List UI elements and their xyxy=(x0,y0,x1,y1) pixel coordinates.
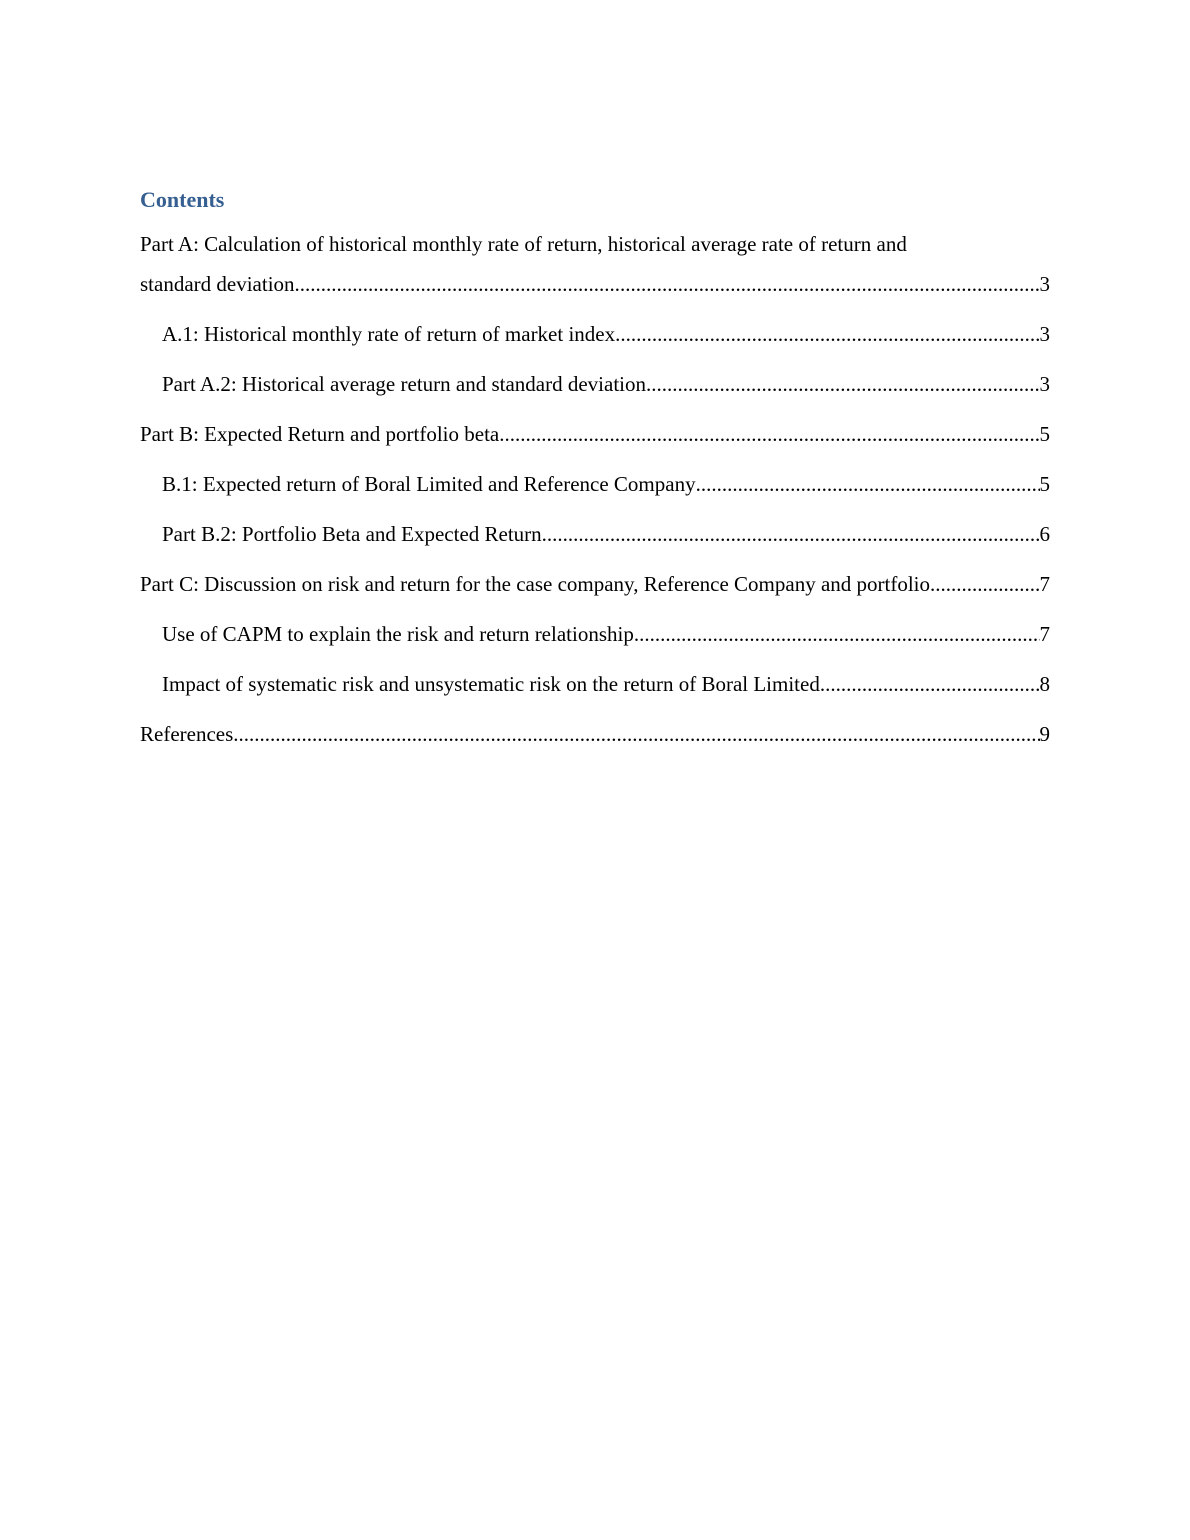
toc-page-number: 7 xyxy=(1039,622,1050,646)
toc-entry-b1[interactable] xyxy=(140,464,1050,504)
toc-entry-text: Part B.2: Portfolio Beta and Expected Return xyxy=(162,522,542,546)
toc-dot-leader xyxy=(233,714,1039,754)
toc-dot-leader xyxy=(646,364,1039,404)
toc-entry-text: A.1: Historical monthly rate of return of market index xyxy=(162,322,616,346)
toc-dot-leader xyxy=(542,514,1040,554)
toc-entry-text: Part B: Expected Return and portfolio beta xyxy=(140,422,500,446)
toc-dot-leader xyxy=(499,414,1039,454)
toc-entry-text: Part C: Discussion on risk and return for the case company, Reference Company and portfolio xyxy=(140,572,931,596)
toc-entry-text: B.1: Expected return of Boral Limited and Reference Company xyxy=(162,472,696,496)
toc-entry-part-c[interactable] xyxy=(140,564,1050,604)
toc-page-number: 6 xyxy=(1039,522,1050,546)
toc-entry-text: Use of CAPM to explain the risk and return relationship xyxy=(162,622,634,646)
toc-entry-text: Impact of systematic risk and unsystematic risk on the return of Boral Limited xyxy=(162,672,820,696)
toc-dot-leader xyxy=(295,264,1040,304)
table-of-contents xyxy=(140,184,1050,764)
toc-entry-text-first-line: Part A: Calculation of historical monthly rate of return, historical average rate of return and xyxy=(140,232,907,256)
toc-entry-risk-impact[interactable] xyxy=(140,664,1050,704)
toc-dot-leader xyxy=(615,314,1039,354)
toc-dot-leader xyxy=(820,664,1040,704)
toc-dot-leader xyxy=(930,564,1039,604)
toc-entry-references[interactable] xyxy=(140,714,1050,754)
toc-heading: Contents xyxy=(140,187,225,212)
toc-page-number: 3 xyxy=(1039,272,1050,296)
toc-entry-text: References xyxy=(140,722,234,746)
toc-page-number: 7 xyxy=(1039,572,1050,596)
toc-dot-leader xyxy=(634,614,1040,654)
toc-dot-leader xyxy=(696,464,1040,504)
toc-entry-a1[interactable] xyxy=(140,314,1050,354)
toc-page-number: 5 xyxy=(1039,422,1050,446)
toc-entry-text: standard deviation xyxy=(140,272,295,296)
toc-page-number: 8 xyxy=(1039,672,1050,696)
toc-page-number: 9 xyxy=(1039,722,1050,746)
toc-page-number: 3 xyxy=(1039,372,1050,396)
toc-entry-b2[interactable] xyxy=(140,514,1050,554)
toc-entry-part-b[interactable] xyxy=(140,414,1050,454)
toc-page-number: 5 xyxy=(1039,472,1050,496)
toc-entry-part-a[interactable] xyxy=(140,224,1050,304)
toc-entry-capm[interactable] xyxy=(140,614,1050,654)
toc-page-number: 3 xyxy=(1039,322,1050,346)
toc-entry-text: Part A.2: Historical average return and standard deviation xyxy=(162,372,647,396)
toc-entry-a2[interactable] xyxy=(140,364,1050,404)
